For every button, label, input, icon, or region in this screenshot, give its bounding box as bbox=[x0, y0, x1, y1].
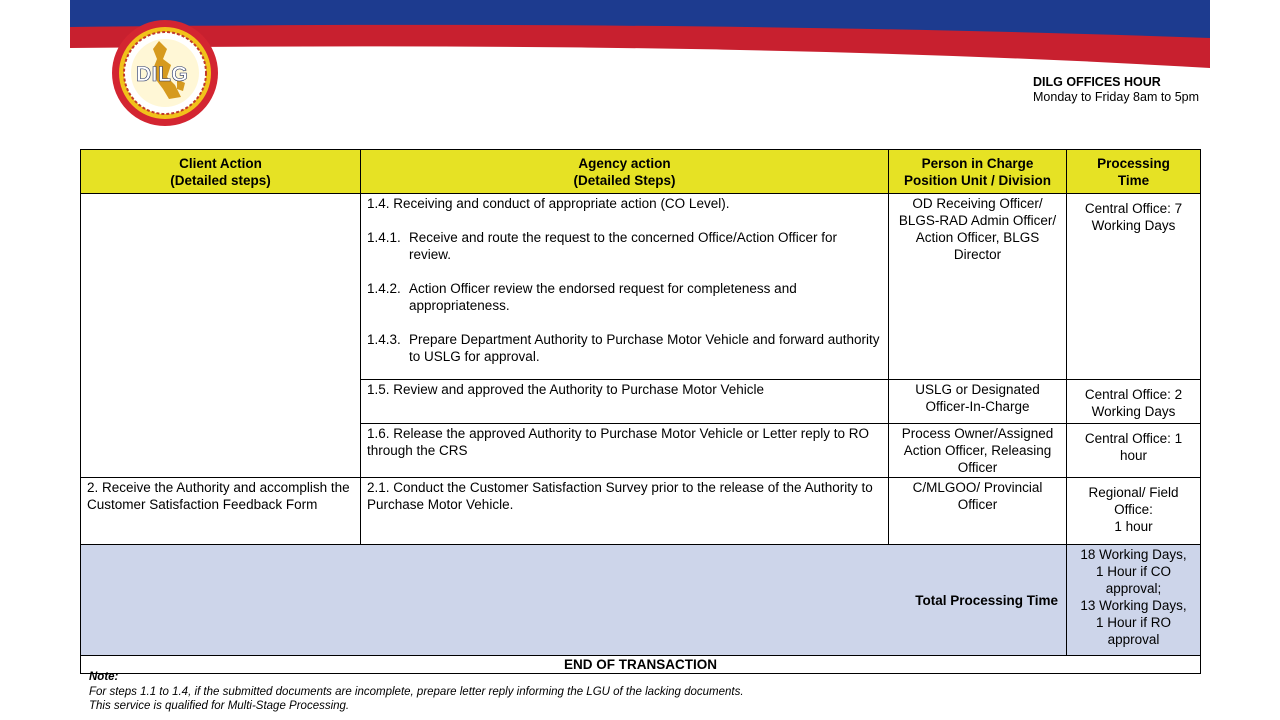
header-processing-time: Processing Time bbox=[1067, 150, 1201, 194]
person-in-charge-cell: C/MLGOO/ Provincial Officer bbox=[889, 478, 1067, 545]
agency-action-cell: 2.1. Conduct the Customer Satisfaction Survey prior to the release of the Authority to Purchase Motor Vehicle. bbox=[361, 478, 889, 545]
person-in-charge-cell: Process Owner/Assigned Action Officer, Releasing Officer bbox=[889, 424, 1067, 478]
note-title: Note: bbox=[89, 671, 119, 683]
table-row bbox=[81, 194, 1201, 380]
agency-substep: 1.4.3. Prepare Department Authority to Purchase Motor Vehicle and forward authority to USLG for approval. bbox=[367, 332, 880, 364]
table-header-row bbox=[81, 150, 1201, 194]
agency-substep: 1.4.1. Receive and route the request to the concerned Office/Action Officer for review. bbox=[367, 230, 837, 262]
total-processing-time-label: Total Processing Time bbox=[81, 545, 1067, 656]
client-action-cell: 2. Receive the Authority and accomplish the Customer Satisfaction Feedback Form bbox=[81, 478, 361, 545]
header-agency-action: Agency action (Detailed Steps) bbox=[361, 150, 889, 194]
processing-time-cell: Central Office: 7 Working Days bbox=[1067, 194, 1201, 380]
agency-action-cell: 1.6. Release the approved Authority to Purchase Motor Vehicle or Letter reply to RO through the CRS bbox=[361, 424, 889, 478]
office-hours bbox=[1033, 75, 1199, 105]
processing-time-cell: Central Office: 1 hour bbox=[1067, 424, 1201, 478]
total-row bbox=[81, 545, 1201, 656]
header-client-action: Client Action (Detailed steps) bbox=[81, 150, 361, 194]
header-person-in-charge: Person in Charge Position Unit / Division bbox=[889, 150, 1067, 194]
processing-time-cell: Regional/ Field Office: 1 hour bbox=[1067, 478, 1201, 545]
agency-step-1-4: 1.4. Receiving and conduct of appropriate action (CO Level). bbox=[367, 196, 730, 211]
process-table bbox=[80, 149, 1201, 674]
end-of-transaction: END OF TRANSACTION bbox=[81, 656, 1201, 674]
note-line: For steps 1.1 to 1.4, if the submitted documents are incomplete, prepare letter reply informing the LGU of the lacking documents. bbox=[89, 685, 744, 698]
header-banner bbox=[70, 0, 1210, 72]
client-action-cell bbox=[81, 194, 361, 478]
table-row bbox=[81, 478, 1201, 545]
person-in-charge-cell: OD Receiving Officer/ BLGS-RAD Admin Officer/ Action Officer, BLGS Director bbox=[889, 194, 1067, 380]
agency-substep: 1.4.2. Action Officer review the endorsed request for completeness and appropriateness. bbox=[367, 281, 797, 313]
office-hours-title: DILG OFFICES HOUR bbox=[1033, 75, 1161, 89]
logo-text: DILG bbox=[136, 63, 189, 86]
agency-action-cell bbox=[361, 194, 889, 380]
agency-action-cell: 1.5. Review and approved the Authority to Purchase Motor Vehicle bbox=[361, 380, 889, 424]
total-processing-time-value: 18 Working Days, 1 Hour if CO approval; 13 Working Days, 1 Hour if RO approval bbox=[1067, 545, 1201, 656]
note-line: This service is qualified for Multi-Stage Processing. bbox=[89, 700, 350, 712]
person-in-charge-cell: USLG or Designated Officer-In-Charge bbox=[889, 380, 1067, 424]
note-section bbox=[89, 670, 744, 714]
processing-time-cell: Central Office: 2 Working Days bbox=[1067, 380, 1201, 424]
office-hours-schedule: Monday to Friday 8am to 5pm bbox=[1033, 90, 1200, 104]
